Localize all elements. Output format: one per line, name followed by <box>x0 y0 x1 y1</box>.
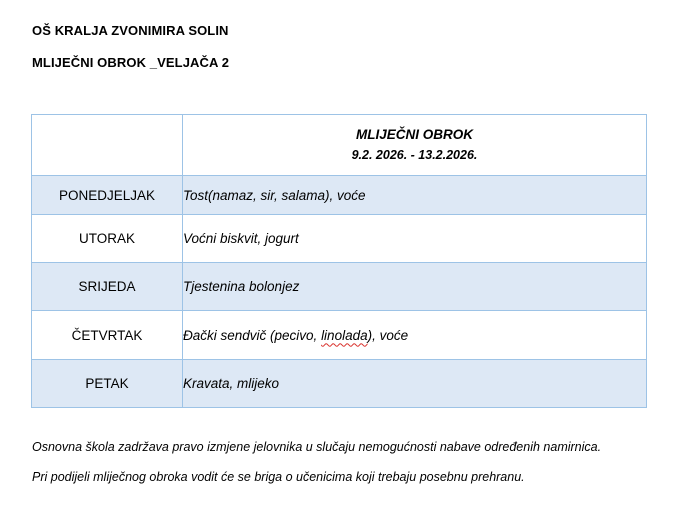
meal-text-after: ), voće <box>367 327 409 343</box>
meal-cell: Voćni biskvit, jogurt <box>183 215 647 263</box>
table-row <box>32 176 647 215</box>
school-name: OŠ KRALJA ZVONIMIRA SOLIN <box>32 23 229 38</box>
menu-table <box>31 114 647 408</box>
table-row <box>32 263 647 311</box>
date-range: 9.2. 2026. - 13.2.2026. <box>351 148 478 162</box>
table-row <box>32 311 647 360</box>
table-header-row <box>32 115 647 176</box>
spellcheck-flagged-word[interactable]: linolada <box>321 327 368 343</box>
table-row <box>32 215 647 263</box>
footnote-special-diet: Pri podijeli mliječnog obroka vodit će se briga o učenicima koji trebaju posebnu prehranu. <box>32 470 525 484</box>
day-cell: ČETVRTAK <box>32 311 183 360</box>
day-cell: PONEDJELJAK <box>32 176 183 215</box>
day-cell: SRIJEDA <box>32 263 183 311</box>
header-title-cell <box>183 115 647 176</box>
meal-cell: Tjestenina bolonjez <box>183 263 647 311</box>
meal-cell <box>183 311 647 360</box>
day-cell: UTORAK <box>32 215 183 263</box>
meal-cell: Kravata, mlijeko <box>183 360 647 408</box>
column-title: MLIJEČNI OBROK <box>355 127 473 142</box>
footnote-menu-changes: Osnovna škola zadržava pravo izmjene jelovnika u slučaju nemogućnosti nabave određenih namirnica. <box>32 440 602 454</box>
header-corner-cell <box>32 115 183 176</box>
meal-text-before: Đački sendvič (pecivo, <box>183 327 322 343</box>
meal-cell: Tost(namaz, sir, salama), voće <box>183 176 647 215</box>
document-title: MLIJEČNI OBROK _VELJAČA 2 <box>32 55 230 70</box>
table-row <box>32 360 647 408</box>
day-cell: PETAK <box>32 360 183 408</box>
